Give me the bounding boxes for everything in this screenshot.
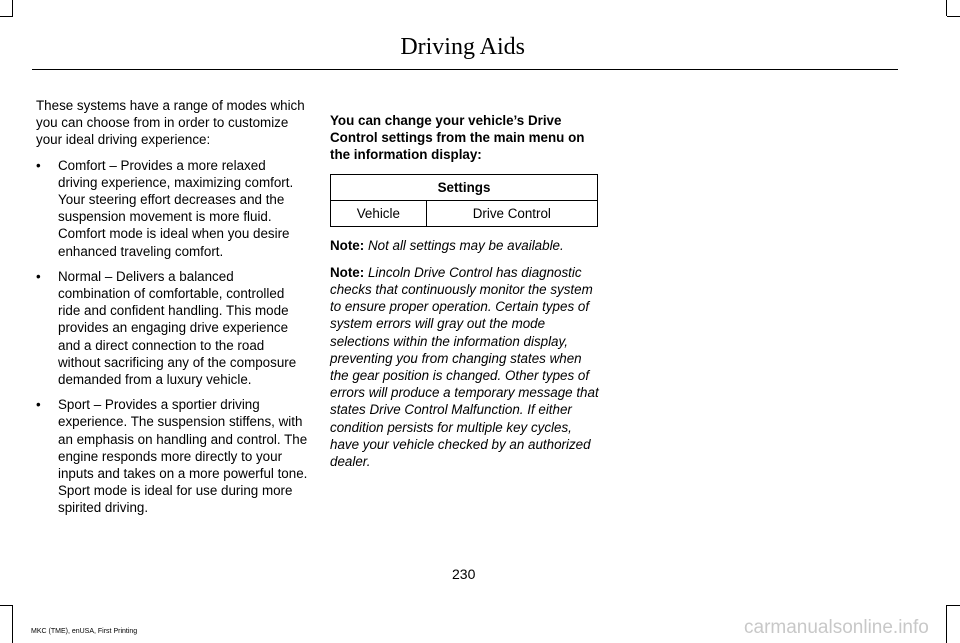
note-label: Note:: [330, 264, 365, 280]
list-item-text: Normal – Delivers a balanced combination of comfortable, controlled ride and confident handling. This mode provides an engaging drive experience and a direct connection to the road without sacrificing any of the composure demanded from a luxury vehicle.: [58, 268, 297, 388]
crop-mark: [947, 16, 960, 17]
left-column: [36, 97, 308, 525]
list-item-text: Comfort – Provides a more relaxed driving experience, maximizing comfort. Your steering effort decreases and the suspension movement is more fluid. Comfort mode is ideal when you desire enhanced traveling comfort.: [58, 157, 294, 259]
page-title: Driving Aids: [400, 34, 525, 60]
note-text: Lincoln Drive Control has diagnostic checks that continuously monitor the system to ensure proper operation. Certain types of system errors will gray out the mode selections within the information display, preventing you from changing states when the gear position is changed. Other types of errors will produce a temporary message that states Drive Control Malfunction. If either condition persists for multiple key cycles, have your vehicle checked by an authorized dealer.: [330, 264, 599, 470]
bullet-icon: •: [36, 397, 41, 413]
bullet-icon: •: [36, 268, 41, 284]
crop-mark: [0, 605, 13, 606]
page-number: 230: [452, 566, 476, 582]
list-item: [36, 268, 308, 388]
list-item: [36, 157, 308, 260]
note-paragraph: [330, 264, 600, 470]
table-cell-drive-control: Drive Control: [426, 200, 597, 226]
note-label: Note:: [330, 237, 365, 253]
note-text: Not all settings may be available.: [367, 237, 564, 253]
watermark: carmanualsonline.info: [744, 617, 929, 638]
right-column: [330, 112, 600, 470]
table-cell-vehicle: Vehicle: [331, 200, 427, 226]
crop-mark: [947, 605, 960, 606]
footer-text: MKC (TME), enUSA, First Printing: [31, 628, 138, 635]
crop-mark: [0, 16, 13, 17]
table-header: Settings: [331, 174, 598, 200]
crop-mark: [946, 0, 947, 16]
settings-table: [330, 174, 598, 227]
list-item: [36, 396, 308, 516]
crop-mark: [12, 605, 13, 643]
crop-mark: [946, 605, 947, 643]
table-row: [331, 200, 598, 226]
note-paragraph: [330, 237, 600, 254]
header-divider: [32, 69, 898, 70]
mode-list: [36, 157, 308, 517]
settings-intro: You can change your vehicle’s Drive Control settings from the main menu on the information display:: [330, 113, 585, 163]
list-item-text: Sport – Provides a sportier driving experience. The suspension stiffens, with an emphasis on handling and control. The engine responds more directly to your inputs and takes on a more powerful tone. Sport mode is ideal for use during more spirited driving.: [58, 397, 308, 516]
intro-paragraph: These systems have a range of modes which you can choose from in order to customize your ideal driving experience:: [36, 98, 305, 148]
crop-mark: [12, 0, 13, 16]
bullet-icon: •: [36, 157, 41, 173]
